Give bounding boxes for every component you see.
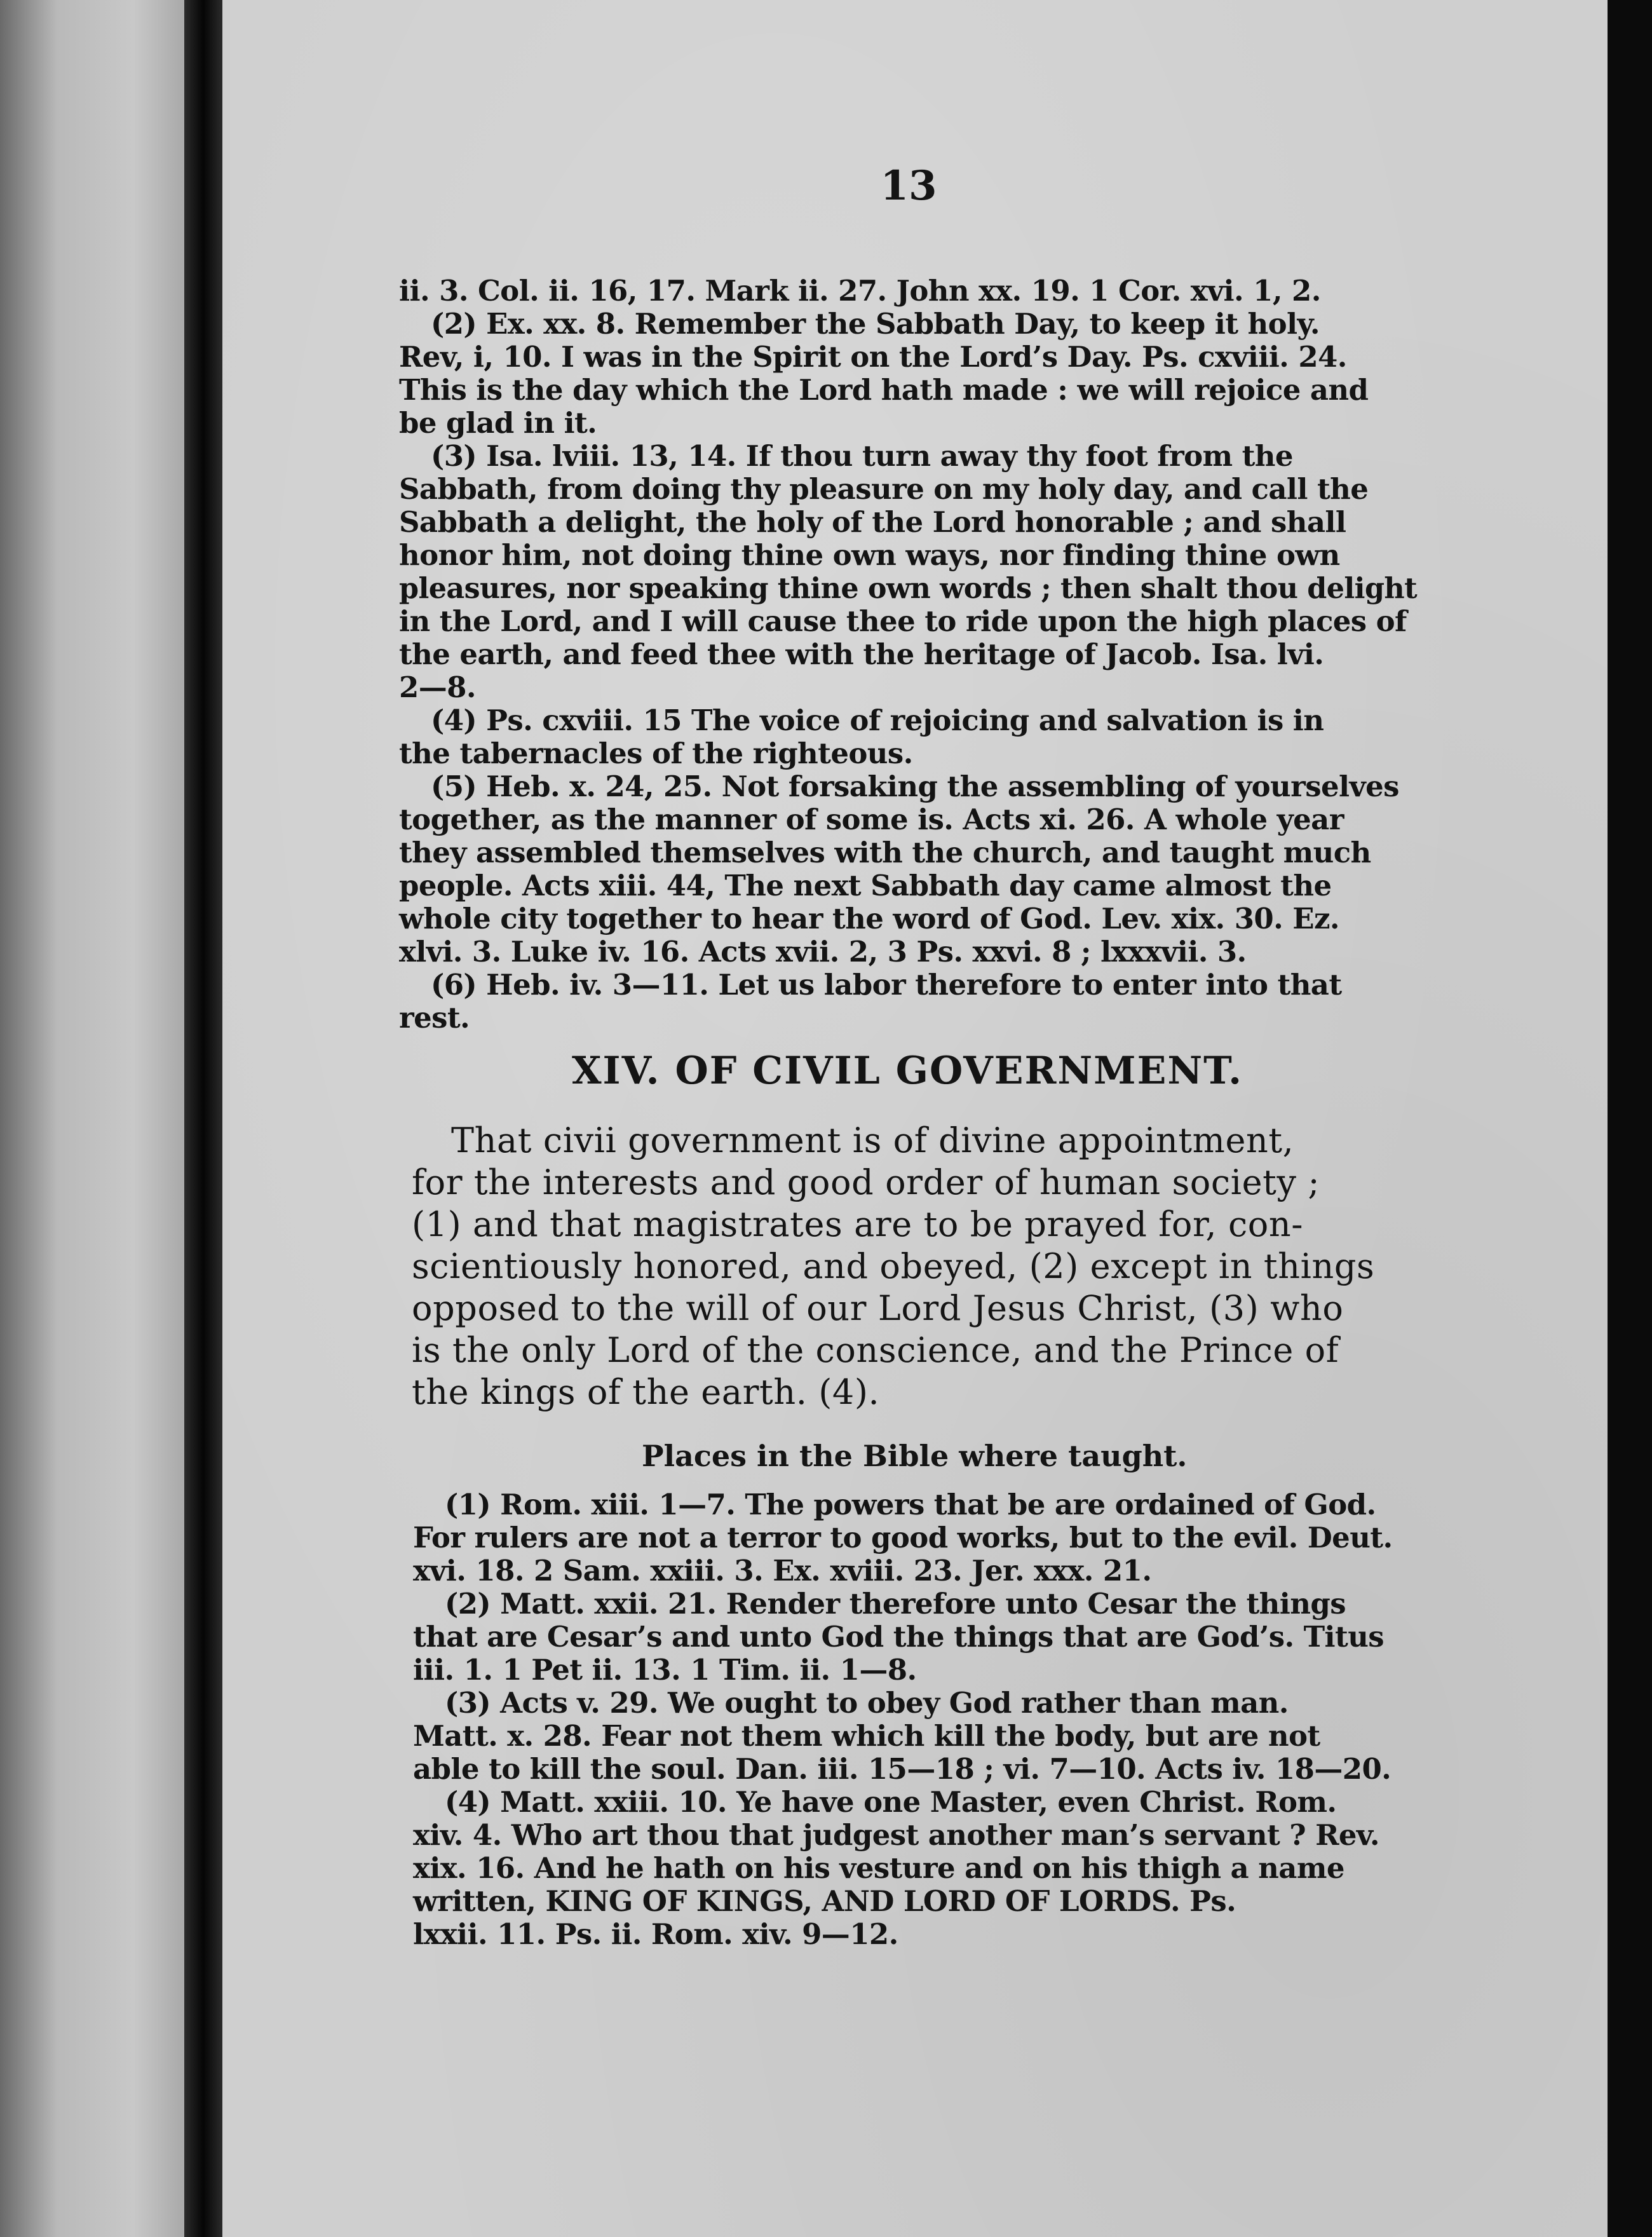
top-ref-line: (2) Ex. xx. 8. Remember the Sabbath Day, to keep it holy. bbox=[431, 307, 1320, 341]
top-ref-line: pleasures, nor speaking thine own words ; then shalt thou delight bbox=[399, 571, 1418, 605]
top-ref-line: whole city together to hear the word of God. Lev. xix. 30. Ez. bbox=[399, 902, 1339, 935]
top-ref-line: honor him, not doing thine own ways, nor finding thine own bbox=[399, 538, 1340, 572]
top-ref-line: (6) Heb. iv. 3—11. Let us labor therefore to enter into that bbox=[431, 968, 1342, 1002]
article-line: is the only Lord of the conscience, and the Prince of bbox=[412, 1330, 1339, 1370]
bottom-ref-line: that are Cesar’s and unto God the things that are God’s. Titus bbox=[413, 1620, 1385, 1654]
page-number: 13 bbox=[880, 162, 937, 210]
top-ref-line: Sabbath a delight, the holy of the Lord honorable ; and shall bbox=[399, 505, 1346, 539]
top-ref-line: rest. bbox=[399, 1001, 470, 1035]
bottom-ref-line: written, KING OF KINGS, AND LORD OF LORDS. Ps. bbox=[413, 1884, 1236, 1918]
top-ref-line: 2—8. bbox=[399, 670, 476, 704]
book-gutter bbox=[184, 0, 222, 2237]
top-ref-line: be glad in it. bbox=[399, 406, 597, 440]
right-scan-border bbox=[1608, 0, 1652, 2237]
top-ref-line: (5) Heb. x. 24, 25. Not forsaking the assembling of yourselves bbox=[431, 770, 1399, 803]
top-ref-line: (3) Isa. lviii. 13, 14. If thou turn away thy foot from the bbox=[431, 439, 1293, 473]
bottom-ref-line: Matt. x. 28. Fear not them which kill the body, but are not bbox=[413, 1719, 1320, 1753]
top-ref-line: the earth, and feed thee with the heritage of Jacob. Isa. lvi. bbox=[399, 637, 1324, 671]
bottom-ref-line: xiv. 4. Who art thou that judgest another man’s servant ? Rev. bbox=[413, 1818, 1379, 1852]
bottom-ref-line: xix. 16. And he hath on his vesture and on his thigh a name bbox=[413, 1851, 1344, 1885]
article-line: the kings of the earth. (4). bbox=[412, 1372, 880, 1412]
bottom-ref-line: (1) Rom. xiii. 1—7. The powers that be are ordained of God. bbox=[445, 1488, 1376, 1521]
bottom-ref-line: able to kill the soul. Dan. iii. 15—18 ; vi. 7—10. Acts iv. 18—20. bbox=[413, 1752, 1391, 1786]
article-line: scientiously honored, and obeyed, (2) except in things bbox=[412, 1246, 1375, 1286]
bottom-ref-line: For rulers are not a terror to good works, but to the evil. Deut. bbox=[413, 1521, 1393, 1554]
article-line: for the interests and good order of human society ; bbox=[412, 1162, 1320, 1202]
left-page-edge bbox=[0, 0, 191, 2237]
top-ref-line: they assembled themselves with the church, and taught much bbox=[399, 836, 1371, 869]
bottom-ref-line: (4) Matt. xxiii. 10. Ye have one Master, even Christ. Rom. bbox=[445, 1785, 1337, 1819]
top-ref-line: in the Lord, and I will cause thee to ride upon the high places of bbox=[399, 604, 1407, 638]
section-heading: XIV. OF CIVIL GOVERNMENT. bbox=[572, 1049, 1243, 1093]
top-ref-line: the tabernacles of the righteous. bbox=[399, 737, 913, 770]
article-line: (1) and that magistrates are to be prayed for, con- bbox=[412, 1204, 1304, 1244]
top-ref-line: people. Acts xiii. 44, The next Sabbath day came almost the bbox=[399, 869, 1332, 902]
top-ref-line: Sabbath, from doing thy pleasure on my holy day, and call the bbox=[399, 472, 1369, 506]
top-ref-line: together, as the manner of some is. Acts xi. 26. A whole year bbox=[399, 803, 1344, 836]
article-line: That civii government is of divine appointment, bbox=[451, 1120, 1294, 1160]
bottom-ref-line: xvi. 18. 2 Sam. xxiii. 3. Ex. xviii. 23. Jer. xxx. 21. bbox=[413, 1554, 1152, 1588]
bottom-ref-line: (2) Matt. xxii. 21. Render therefore unto Cesar the things bbox=[445, 1587, 1346, 1621]
bottom-ref-line: lxxii. 11. Ps. ii. Rom. xiv. 9—12. bbox=[413, 1917, 898, 1951]
article-line: opposed to the will of our Lord Jesus Christ, (3) who bbox=[412, 1288, 1344, 1328]
bottom-ref-line: iii. 1. 1 Pet ii. 13. 1 Tim. ii. 1—8. bbox=[413, 1653, 917, 1687]
top-ref-line: (4) Ps. cxviii. 15 The voice of rejoicing and salvation is in bbox=[431, 704, 1324, 737]
bottom-ref-line: (3) Acts v. 29. We ought to obey God rather than man. bbox=[445, 1686, 1289, 1720]
places-heading: Places in the Bible where taught. bbox=[642, 1439, 1188, 1473]
top-ref-line: ii. 3. Col. ii. 16, 17. Mark ii. 27. John xx. 19. 1 Cor. xvi. 1, 2. bbox=[399, 274, 1321, 308]
top-ref-line: xlvi. 3. Luke iv. 16. Acts xvii. 2, 3 Ps. xxvi. 8 ; lxxxvii. 3. bbox=[399, 935, 1247, 969]
top-ref-line: Rev, i, 10. I was in the Spirit on the Lord’s Day. Ps. cxviii. 24. bbox=[399, 340, 1347, 374]
top-ref-line: This is the day which the Lord hath made : we will rejoice and bbox=[399, 373, 1369, 407]
